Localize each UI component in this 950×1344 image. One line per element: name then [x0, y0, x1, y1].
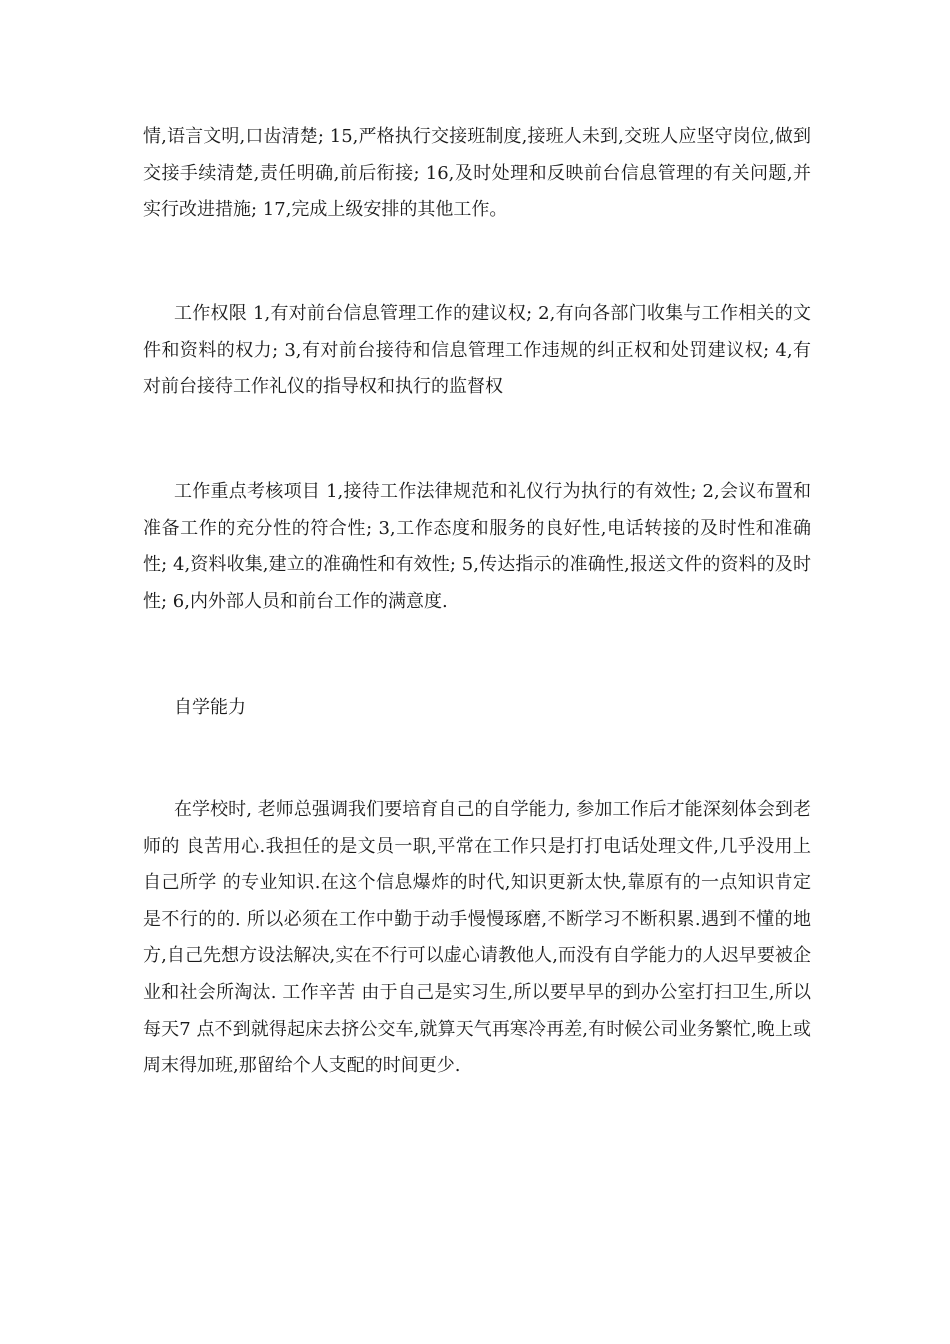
paragraph-key-assessment-items: 工作重点考核项目 1,接待工作法律规范和礼仪行为执行的有效性; 2,会议布置和准备工作的充分性的符合性; 3,工作态度和服务的良好性,电话转接的及时性和准确性; 4,资料收集,建立的准确性和有效性; 5,传达指示的准确性,报送文件的资料的及时性; 6,内外部人员和前台工作的满意度.	[143, 481, 811, 612]
section-heading-self-learning: 自学能力	[174, 697, 246, 718]
paragraph-job-duties-continued: 情,语言文明,口齿清楚; 15,严格执行交接班制度,接班人未到,交班人应坚守岗位,做到交接手续清楚,责任明确,前后衔接; 16,及时处理和反映前台信息管理的有关问题,并实行改进措施; 17,完成上级安排的其他工作。	[143, 126, 811, 221]
paragraph-self-learning-body: 在学校时, 老师总强调我们要培育自己的自学能力, 参加工作后才能深刻体会到老师的 良苦用心.我担任的是文员一职,平常在工作只是打打电话处理文件,几乎没用上自己所学 的专业知识.在这个信息爆炸的时代,知识更新太快,靠原有的一点知识肯定是不行的的. 所以必须在工作中勤于动手慢慢琢磨,不断学习不断积累.遇到不懂的地方,自己先想方设法解决,实在不行可以虚心请教他人,而没有自学能力的人迟早要被企业和社会所淘汰. 工作辛苦 由于自己是实习生,所以要早早的到办公室打扫卫生,所以每天7 点不到就得起床去挤公交车,就算天气再寒冷再差,有时候公司业务繁忙,晚上或周末得加班,那留给个人支配的时间更少.	[143, 799, 811, 1077]
paragraph-job-authority: 工作权限 1,有对前台信息管理工作的建议权; 2,有向各部门收集与工作相关的文件和资料的权力; 3,有对前台接待和信息管理工作违规的纠正权和处罚建议权; 4,有对前台接待工作礼仪的指导权和执行的监督权	[143, 303, 811, 398]
